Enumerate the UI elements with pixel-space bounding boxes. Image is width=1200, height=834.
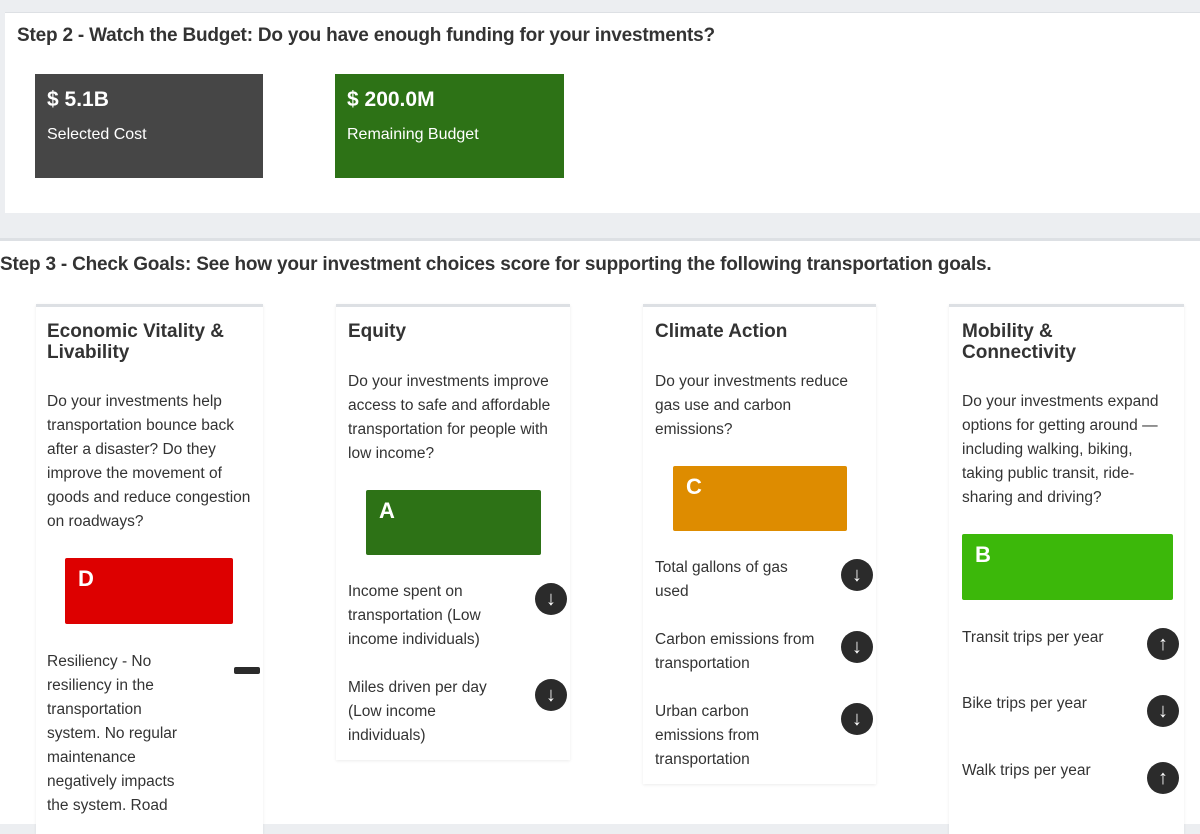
goal-description: Do your investments improve access to safe and affordable transportation for people with low income?	[348, 373, 551, 462]
metric-label: Urban carbon emissions from transportation	[655, 703, 760, 768]
remaining-budget-value: $ 200.0M	[347, 88, 435, 111]
goal-title: Equity	[348, 321, 407, 342]
step2-title: Step 2 - Watch the Budget: Do you have enough funding for your investments?	[17, 25, 715, 46]
grade-badge: D	[65, 558, 233, 624]
metric-label: Income spent on transportation (Low income individuals)	[348, 583, 481, 648]
goal-description: Do your investments reduce gas use and carbon emissions?	[655, 373, 848, 438]
goal-card-equity	[336, 304, 570, 760]
step3-title: Step 3 - Check Goals: See how your investment choices score for supporting the following transportation goals.	[0, 254, 992, 275]
goals-section	[0, 238, 1200, 824]
arrow-down-icon: ↓	[841, 559, 873, 591]
goal-description: Do your investments help transportation bounce back after a disaster? Do they improve the movement of goods and reduce congestion on roadways?	[47, 393, 251, 530]
metric-label: Walk trips per year	[962, 762, 1091, 779]
remaining-budget-box	[335, 74, 564, 178]
selected-cost-label: Selected Cost	[47, 126, 147, 143]
arrow-down-icon: ↓	[1147, 695, 1179, 727]
metric-label: Bike trips per year	[962, 695, 1087, 712]
goal-description: Do your investments expand options for getting around — including walking, biking, taking public transit, ride-sharing and driving?	[962, 393, 1159, 506]
selected-cost-box	[35, 74, 263, 178]
arrow-down-icon: ↓	[535, 583, 567, 615]
goal-title: Economic Vitality & Livability	[47, 321, 225, 363]
neutral-dash-icon	[234, 667, 260, 674]
grade-badge: B	[962, 534, 1173, 600]
goal-card-mobility	[949, 304, 1184, 834]
metric-label: Carbon emissions from transportation	[655, 631, 815, 672]
arrow-up-icon: ↑	[1147, 628, 1179, 660]
metric-label: Total gallons of gas used	[655, 559, 788, 600]
grade-badge: C	[673, 466, 847, 531]
arrow-down-icon: ↓	[535, 679, 567, 711]
metric-label: Miles driven per day (Low income individuals)	[348, 679, 487, 744]
arrow-down-icon: ↓	[841, 631, 873, 663]
selected-cost-value: $ 5.1B	[47, 88, 109, 111]
metric-label: Transit trips per year	[962, 629, 1104, 646]
arrow-up-icon: ↑	[1147, 762, 1179, 794]
budget-section	[5, 12, 1200, 213]
goal-card-climate-action	[643, 304, 876, 784]
metric-label: Resiliency - No resiliency in the transportation system. No regular maintenance negatively impacts the system. Road	[47, 653, 178, 814]
remaining-budget-label: Remaining Budget	[347, 126, 479, 143]
arrow-down-icon: ↓	[841, 703, 873, 735]
goal-card-economic-vitality	[36, 304, 263, 834]
goal-title: Climate Action	[655, 321, 788, 342]
grade-badge: A	[366, 490, 541, 555]
goal-title: Mobility & Connectivity	[962, 321, 1077, 363]
